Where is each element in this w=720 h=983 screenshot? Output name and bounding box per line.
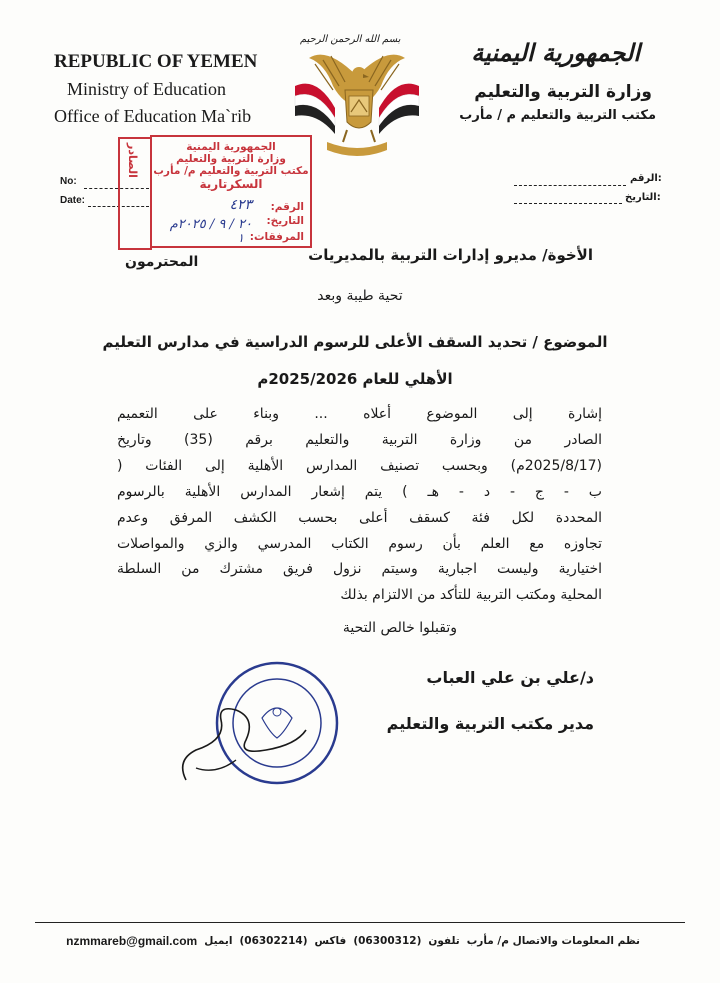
stamp-line1: الجمهورية اليمنية — [186, 141, 276, 153]
date-label: Date: — [60, 195, 86, 206]
stamp-line4: السكرتارية — [199, 177, 263, 191]
outgoing-stamp — [126, 135, 312, 248]
stamp-ref-value: ٤٢٣ — [229, 197, 252, 213]
body-line: ب - ج - د - هـ ) يتم إشعار المدارس الأهلية بالرسوم — [117, 483, 602, 500]
body-line: المحددة لكل فئة كسقف أعلى بحسب الكشف المرفق وعدم — [117, 509, 602, 526]
footer-dept: نظم المعلومات والاتصال م/ مأرب — [466, 935, 640, 947]
basmala: بسم الله الرحمن الرحيم — [300, 34, 401, 45]
stamp-ref-label: الرقم: — [270, 201, 304, 213]
recipient: الأخوة/ مديرو إدارات التربية بالمديريات — [308, 246, 593, 264]
header-en-line1: REPUBLIC OF YEMEN — [54, 51, 258, 72]
header-en-line2: Ministry of Education — [67, 79, 226, 99]
header-ar-line1: الجمهورية اليمنية — [471, 38, 640, 67]
ref-line-ar — [514, 185, 626, 186]
body-line: (2025/8/17م) وبحسب تصنيف المدارس الأهلية إلى الفئات ( — [117, 457, 602, 474]
header-en-line3: Office of Education Ma`rib — [54, 106, 252, 126]
body-line: تجاوزه مع العلم بأن رسوم الكتاب المدرسي والزي والمواصلات — [117, 535, 602, 552]
body-line: اختيارية وليست اجبارية وسيتم نزول فريق مشترك من السلطة — [117, 561, 602, 578]
stamp-attach-value: ١ — [237, 231, 244, 245]
footer-rule — [35, 922, 685, 923]
closing: وتقبلوا خالص التحية — [342, 620, 457, 636]
header-ar-line2: وزارة التربية والتعليم — [474, 82, 652, 102]
footer-bar — [60, 932, 640, 950]
handwritten-signature-icon — [166, 690, 316, 790]
signer-title: مدير مكتب التربية والتعليم — [386, 714, 594, 733]
body-line: الصادر من وزارة التربية والتعليم برقم (35) وتاريخ — [117, 431, 602, 448]
letter-body — [117, 402, 602, 609]
date-label-ar: التاريخ: — [625, 192, 661, 203]
footer-fax-label: فاكس — [314, 935, 347, 947]
stamp-side-label: الصادر — [118, 137, 152, 250]
footer-fax: (06302214) — [239, 935, 308, 947]
ref-label-ar: الرقم: — [630, 173, 662, 184]
subject-line2: الأهلي للعام 2025/2026م — [257, 370, 453, 388]
stamp-attach-label: المرفقات: — [249, 231, 304, 243]
footer-email: nzmmareb@gmail.com — [66, 934, 198, 948]
footer-phone-label: تلفون — [428, 935, 460, 947]
date-line-ar — [514, 203, 622, 204]
subject-line1: الموضوع / تحديد السقف الأعلى للرسوم الدراسية في مدارس التعليم — [102, 333, 608, 351]
no-label: No: — [60, 176, 77, 187]
recipient-honorific: المحترمون — [125, 254, 199, 270]
signer-name: د/علي بن علي العباب — [426, 668, 594, 687]
header-ar-line3: مكتب التربية والتعليم م / مأرب — [459, 108, 656, 123]
body-line: إشارة إلى الموضوع أعلاه ... وبناء على التعميم — [117, 406, 602, 422]
footer-email-label: ايميل — [204, 935, 233, 947]
stamp-date-label: التاريخ: — [266, 215, 304, 227]
footer-phone: (06300312) — [353, 935, 422, 947]
stamp-line2: وزارة التربية والتعليم — [176, 153, 286, 165]
body-line: المحلية ومكتب التربية للتأكد من الالتزام بذلك — [340, 587, 602, 604]
greeting: تحية طيبة وبعد — [317, 288, 403, 304]
stamp-date-value: ٢٠ / ٩ / ٢٠٢٥م — [169, 217, 252, 232]
stamp-line3: مكتب التربية والتعليم م/ مأرب — [153, 165, 309, 177]
